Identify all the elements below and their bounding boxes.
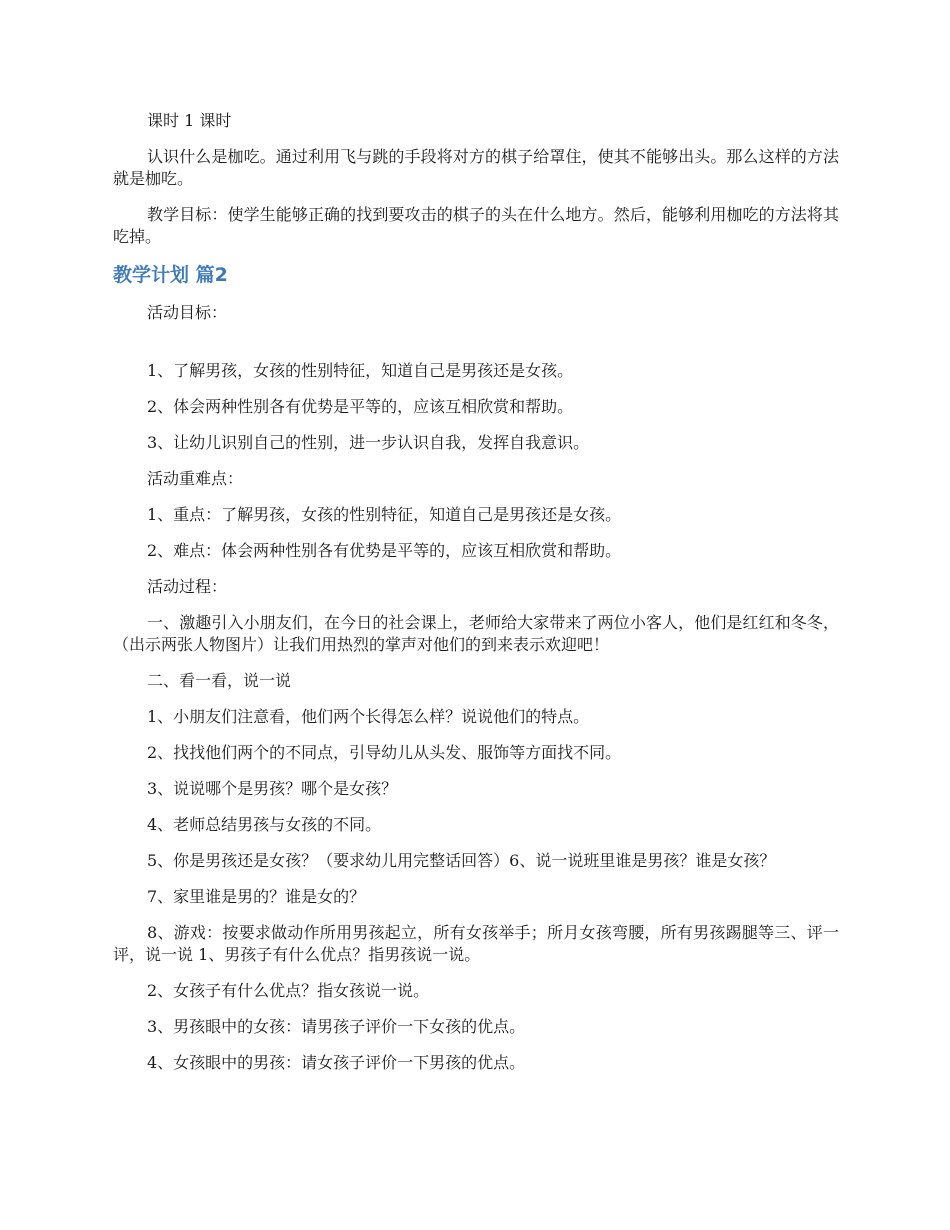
goal-item: 3、让幼儿识别自己的性别，进一步认识自我，发挥自我意识。 [147,433,590,452]
lesson-duration-text: 课时 1 课时 [147,111,232,130]
goal-item: 1、了解男孩，女孩的性别特征，知道自己是男孩还是女孩。 [147,361,574,380]
document-page [113,110,839,1088]
definition-paragraph: 认识什么是枷吃。通过利用飞与跳的手段将对方的棋子给罩住，使其不能够出头。那么这样的方法就是枷吃。 [113,147,839,188]
teaching-goal-paragraph: 教学目标：使学生能够正确的找到要攻击的棋子的头在什么地方。然后，能够利用枷吃的方法将其吃掉。 [113,205,839,246]
process-item: 二、看一看，说一说 [147,671,292,690]
activity-goal-label: 活动目标： [147,303,228,322]
process-item: 7、家里谁是男的？谁是女的？ [147,887,366,906]
process-item: 8、游戏：按要求做动作所用男孩起立，所有女孩举手；所月女孩弯腰，所有男孩踢腿等三、评一评，说一说 1、男孩子有什么优点？指男孩说一说。 [113,923,839,964]
process-label: 活动过程： [147,577,228,596]
process-item: 2、女孩子有什么优点？指女孩说一说。 [147,981,430,1000]
process-item: 3、说说哪个是男孩？哪个是女孩？ [147,779,398,798]
process-item: 1、小朋友们注意看，他们两个长得怎么样？说说他们的特点。 [147,707,590,726]
process-item: 4、女孩眼中的男孩：请女孩子评价一下男孩的优点。 [147,1053,526,1072]
section-heading: 教学计划 篇2 [113,264,228,286]
process-item: 4、老师总结男孩与女孩的不同。 [147,815,382,834]
goal-item: 2、体会两种性别各有优势是平等的，应该互相欣赏和帮助。 [147,397,574,416]
process-item: 3、男孩眼中的女孩：请男孩子评价一下女孩的优点。 [147,1017,526,1036]
process-item: 2、找找他们两个的不同点，引导幼儿从头发、服饰等方面找不同。 [147,743,622,762]
blank-line [113,338,839,346]
difficulty-item: 1、重点：了解男孩，女孩的性别特征，知道自己是男孩还是女孩。 [147,505,622,524]
process-item: 一、激趣引入小朋友们，在今日的社会课上，老师给大家带来了两位小客人，他们是红红和冬冬，（出示两张人物图片）让我们用热烈的掌声对他们的到来表示欢迎吧！ [113,613,839,654]
difficulty-item: 2、难点：体会两种性别各有优势是平等的，应该互相欣赏和帮助。 [147,541,622,560]
process-item: 5、你是男孩还是女孩？（要求幼儿用完整话回答）6、说一说班里谁是男孩？谁是女孩？ [147,851,776,870]
difficulty-label: 活动重难点： [147,469,244,488]
